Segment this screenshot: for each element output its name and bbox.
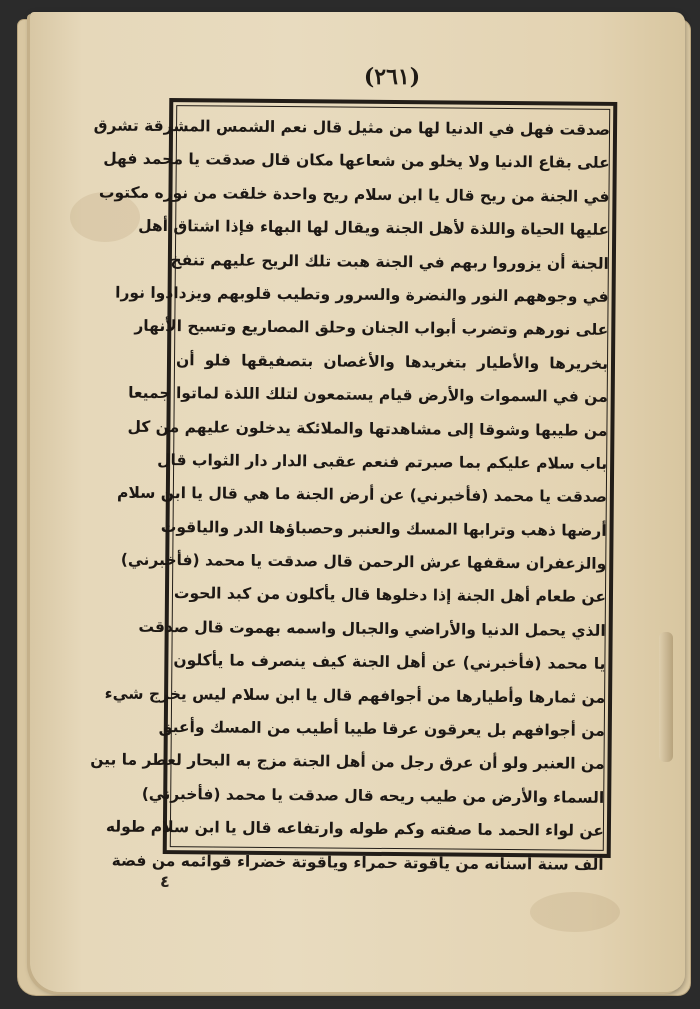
text-line: عليها الحياة واللذة لأهل الجنة ويقال لها البهاء فإذا اشتاق أهل (138, 216, 610, 240)
text-line: السماء والأرض من طيب ريحه قال صدقت يا محمد (فأخبرني) (141, 784, 605, 807)
page-tear (659, 632, 673, 762)
text-line: صدقت يا محمد (فأخبرني) عن أرض الجنة ما هي قال يا ابن سلام (116, 483, 607, 507)
text-line: عن لواء الحمد ما صفته وكم طوله وارتفاعه قال يا ابن سلام طوله (105, 817, 605, 841)
text-line: ألف سنة أسنانه من ياقوتة حمراء وياقوتة خضراء قوائمه من فضة (111, 851, 604, 874)
text-line: في الجنة من ريح قال يا ابن سلام ريح واحدة خلقت من نوره مكتوب (98, 183, 610, 206)
page-number: (٢٦١) (363, 64, 421, 90)
text-line: من طيبها وشوقا إلى مشاهدتها والملائكة يدخلون عليهم من كل (127, 417, 608, 440)
text-line: يا محمد (فأخبرني) عن أهل الجنة كيف ينصرف ما يأكلون (173, 651, 606, 674)
text-line: والزعفران سقفها عرش الرحمن قال صدقت يا محمد (فأخبرني) (120, 550, 607, 573)
paper-stain (530, 892, 620, 932)
text-line: صدقت فهل في الدنيا لها من مثيل قال نعم الشمس المشرقة تشرق (93, 116, 611, 139)
text-line: الذي يحمل الدنيا والأراضي والجبال واسمه بهموت قال صدقت (138, 617, 606, 640)
text-line: على بقاع الدنيا ولا يخلو من شعاعها مكان قال صدقت يا محمد فهل (103, 149, 610, 173)
footer-mark: ٤ (160, 872, 170, 891)
text-line: الجنة أن يزوروا ربهم في الجنة هبت تلك الريح عليهم تنفخ (170, 250, 609, 273)
text-line: من في السموات والأرض قيام يستمعون لتلك اللذة لماتوا جميعا (128, 383, 608, 407)
text-line: في وجوههم النور والنضرة والسرور وتطيب قلوبهم ويزدادوا نورا (115, 283, 609, 306)
arabic-text-block (90, 110, 611, 874)
text-line: بخريرها والأطيار بتغريدها والأغصان بتصفيقها فلو أن (175, 350, 609, 373)
text-line: أرضها ذهب وترابها المسك والعنبر وحصباؤها الدر والياقوت (160, 517, 607, 540)
text-line: عن طعام أهل الجنة إذا دخلوها قال يأكلون من كبد الحوت (173, 584, 607, 607)
text-line: باب سلام عليكم بما صبرتم فنعم عقبى الدار دار الثواب قال (157, 450, 608, 473)
text-line: من ثمارها وأطيارها من أجوافهم قال يا ابن سلام ليس يخرج شيء (104, 684, 606, 707)
text-line: على نورهم وتضرب أبواب الجنان وحلق المصاريع وتسبح الأنهار (134, 317, 609, 340)
text-line: من أجوافهم بل يعرقون عرقا طيبا أطيب من المسك وأعبق (158, 718, 605, 740)
text-line: من العنبر ولو أن عرق رجل من أهل الجنة مزج به البحار لعطر ما بين (90, 750, 605, 774)
